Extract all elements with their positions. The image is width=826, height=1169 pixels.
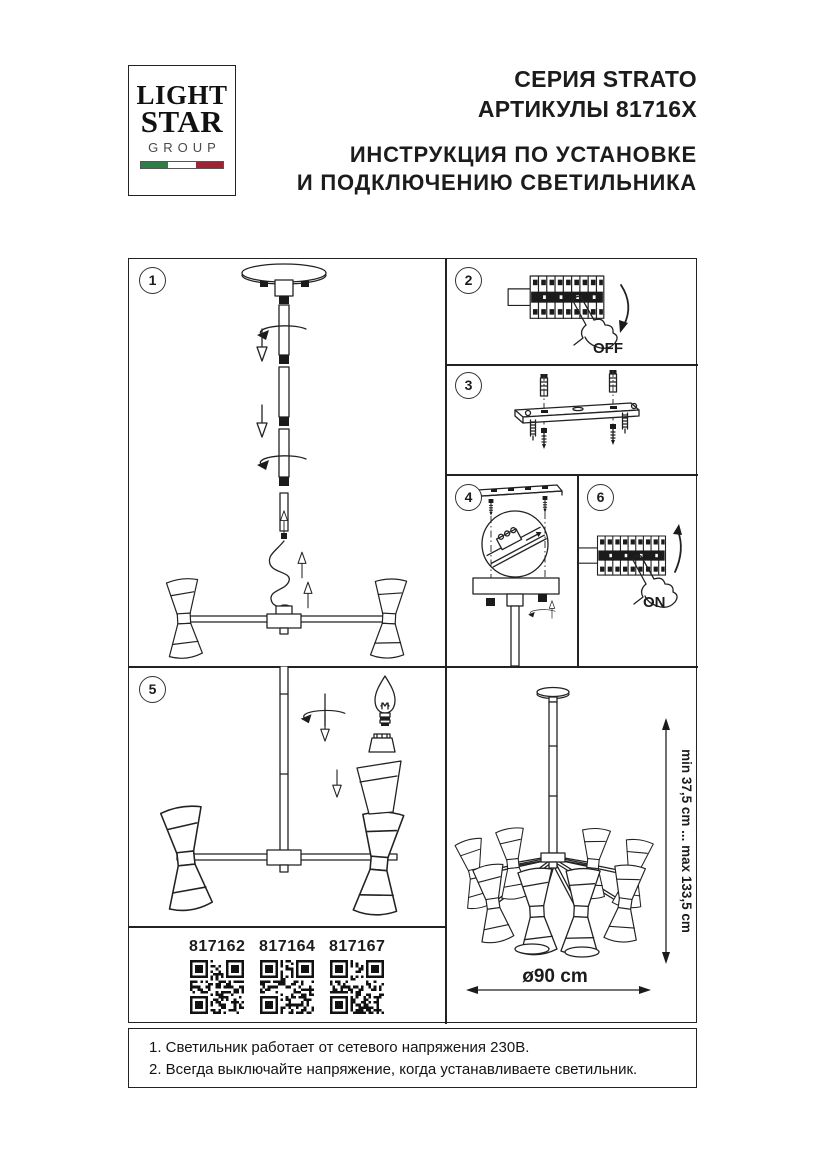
panel-2-power-off xyxy=(445,259,698,364)
panel-3-mounting-bracket xyxy=(445,364,698,474)
rod-assembly-drawing xyxy=(129,259,445,666)
diagram-grid xyxy=(128,258,697,1023)
panel-1-rod-assembly xyxy=(129,259,445,666)
height-range-label: min 37,5 cm ... max 133,5 cm xyxy=(679,749,694,933)
breaker-off-drawing xyxy=(445,259,698,364)
qr-item xyxy=(329,938,385,1019)
instruction-title-line2: И ПОДКЛЮЧЕНИЮ СВЕТИЛЬНИКА xyxy=(296,170,697,195)
header-titles xyxy=(297,64,697,197)
article-number: 817164 xyxy=(259,938,316,955)
logo-word-light: LIGHT xyxy=(136,80,228,110)
panel-dimensions xyxy=(445,666,698,1024)
panel-5-shades-bulb xyxy=(129,666,445,926)
breaker-on-label: ON xyxy=(643,594,666,611)
series-title: СЕРИЯ STRATO xyxy=(514,66,697,92)
article-number: 817167 xyxy=(329,938,386,955)
panel-6-power-on xyxy=(577,474,698,666)
bracket-drawing xyxy=(445,364,698,474)
logo-word-star: STAR xyxy=(140,104,224,139)
article-number: 817162 xyxy=(189,938,246,955)
step-number-badge: 5 xyxy=(139,676,166,703)
step-number-badge: 1 xyxy=(139,267,166,294)
lightstar-logo xyxy=(128,65,236,196)
note-line-2: 2. Всегда выключайте напряжение, когда устанавливаете светильник. xyxy=(149,1061,638,1078)
step-number-badge: 6 xyxy=(587,484,614,511)
step-number-badge: 4 xyxy=(455,484,482,511)
qr-code xyxy=(330,960,384,1014)
qr-code xyxy=(190,960,244,1014)
qr-code-row xyxy=(129,926,445,1022)
step-number-badge: 3 xyxy=(455,372,482,399)
chandelier-dimensions-drawing xyxy=(445,666,698,1024)
step-number-badge: 2 xyxy=(455,267,482,294)
articles-title: АРТИКУЛЫ 81716X xyxy=(477,96,697,122)
qr-code xyxy=(260,960,314,1014)
italian-flag-icon xyxy=(140,161,224,169)
panel-4-canopy-wiring xyxy=(445,474,577,666)
logo-word-group: GROUP xyxy=(148,140,221,155)
shade-assembly-drawing xyxy=(129,666,445,926)
footnotes-box xyxy=(128,1028,697,1088)
note-line-1: 1. Светильник работает от сетевого напряжения 230В. xyxy=(149,1039,530,1056)
breaker-off-label: OFF xyxy=(593,340,623,357)
instruction-title-line1: ИНСТРУКЦИЯ ПО УСТАНОВКЕ xyxy=(349,142,697,167)
qr-item xyxy=(259,938,315,1019)
diameter-label: ø90 cm xyxy=(522,966,588,987)
qr-item xyxy=(189,938,245,1019)
